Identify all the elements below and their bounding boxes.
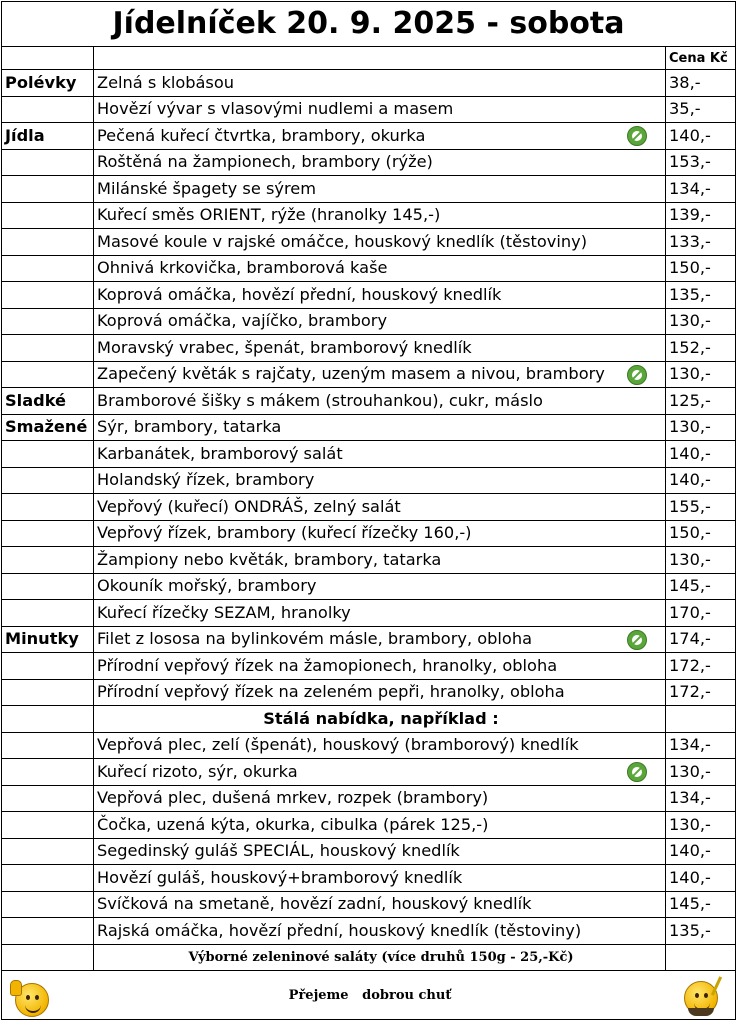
dish-name: Čočka, uzená kýta, okurka, cibulka (párek 125,-) <box>97 814 489 834</box>
footer-row <box>2 971 736 1020</box>
category-cell: Smažené <box>2 414 94 441</box>
dish-cell <box>94 467 666 494</box>
category-cell <box>2 308 94 335</box>
standing-offer-row <box>2 812 736 839</box>
standing-offer-row <box>2 732 736 759</box>
empty-cell <box>666 944 736 971</box>
footer-greeting: Přejeme dobrou chuť <box>2 971 736 1020</box>
menu-row <box>2 679 736 706</box>
category-cell <box>2 838 94 865</box>
dish-cell <box>94 785 666 812</box>
dish-cell <box>94 335 666 362</box>
price-cell: 130,- <box>666 361 736 388</box>
menu-row <box>2 70 736 97</box>
category-cell <box>2 679 94 706</box>
category-cell <box>2 520 94 547</box>
thumbs-up-smiley-icon <box>15 983 49 1017</box>
price-cell: 134,- <box>666 785 736 812</box>
dish-name: Kuřecí směs ORIENT, rýže (hranolky 145,-) <box>97 205 441 225</box>
dish-name: Ohnivá krkovička, bramborová kaše <box>97 258 388 278</box>
category-cell <box>2 785 94 812</box>
menu-row <box>2 653 736 680</box>
menu-row <box>2 96 736 123</box>
category-cell <box>2 361 94 388</box>
category-cell <box>2 229 94 256</box>
price-cell: 139,- <box>666 202 736 229</box>
dish-cell <box>94 255 666 282</box>
standing-offer-row <box>2 891 736 918</box>
price-cell: 145,- <box>666 573 736 600</box>
dish-name: Hovězí vývar s vlasovými nudlemi a masem <box>97 99 454 119</box>
menu-row <box>2 308 736 335</box>
dish-name: Holandský řízek, brambory <box>97 470 315 490</box>
dish-cell <box>94 918 666 945</box>
dish-name: Moravský vrabec, špenát, bramborový knedlík <box>97 337 472 357</box>
dish-cell <box>94 626 666 653</box>
dish-cell <box>94 414 666 441</box>
dish-cell <box>94 520 666 547</box>
category-cell <box>2 653 94 680</box>
category-cell <box>2 759 94 786</box>
price-cell: 140,- <box>666 467 736 494</box>
salads-note: Výborné zeleninové saláty (více druhů 150g - 25,-Kč) <box>94 944 666 971</box>
dish-name: Kuřecí rizoto, sýr, okurka <box>97 761 298 781</box>
gluten-free-icon <box>627 126 647 146</box>
dish-cell <box>94 123 666 150</box>
category-cell: Polévky <box>2 70 94 97</box>
category-cell <box>2 96 94 123</box>
header-empty-cell <box>2 47 94 70</box>
category-cell <box>2 202 94 229</box>
dish-cell <box>94 891 666 918</box>
price-cell: 140,- <box>666 123 736 150</box>
price-cell: 172,- <box>666 653 736 680</box>
category-cell <box>2 918 94 945</box>
dish-name: Zelná s klobásou <box>97 72 235 92</box>
price-cell: 155,- <box>666 494 736 521</box>
category-cell <box>2 494 94 521</box>
dish-cell <box>94 865 666 892</box>
page-title: Jídelníček 20. 9. 2025 - sobota <box>2 2 736 47</box>
dish-name: Pečená kuřecí čtvrtka, brambory, okurka <box>97 125 426 145</box>
category-cell <box>2 255 94 282</box>
dish-name: Vepřový (kuřecí) ONDRÁŠ, zelný salát <box>97 496 401 516</box>
menu-sheet <box>1 1 735 1020</box>
dish-cell <box>94 176 666 203</box>
price-column-header: Cena Kč <box>666 47 736 70</box>
menu-row <box>2 335 736 362</box>
dish-cell <box>94 838 666 865</box>
dish-name: Koprová omáčka, vajíčko, brambory <box>97 311 388 331</box>
standing-offer-row <box>2 865 736 892</box>
category-cell <box>2 335 94 362</box>
price-cell: 38,- <box>666 70 736 97</box>
category-cell <box>2 865 94 892</box>
dish-name: Roštěná na žampionech, brambory (rýže) <box>97 152 433 172</box>
dish-name: Koprová omáčka, hovězí přední, houskový knedlík <box>97 284 502 304</box>
menu-row <box>2 414 736 441</box>
dish-cell <box>94 149 666 176</box>
standing-offer-row <box>2 785 736 812</box>
menu-table <box>1 1 736 1020</box>
category-cell <box>2 282 94 309</box>
menu-row <box>2 388 736 415</box>
price-cell: 125,- <box>666 388 736 415</box>
standing-offer-row <box>2 759 736 786</box>
menu-row <box>2 494 736 521</box>
menu-row <box>2 467 736 494</box>
header-empty-cell <box>94 47 666 70</box>
menu-row <box>2 149 736 176</box>
dish-name: Kuřecí řízečky SEZAM, hranolky <box>97 602 351 622</box>
dish-name: Přírodní vepřový řízek na zeleném pepři, hranolky, obloha <box>97 682 565 702</box>
dish-name: Filet z lososa na bylinkovém másle, brambory, obloha <box>97 629 532 649</box>
dish-name: Okouník mořský, brambory <box>97 576 317 596</box>
dish-cell <box>94 202 666 229</box>
dish-cell <box>94 70 666 97</box>
price-cell: 135,- <box>666 282 736 309</box>
gluten-free-icon <box>627 762 647 782</box>
category-cell <box>2 812 94 839</box>
dish-name: Segedinský guláš SPECIÁL, houskový knedlík <box>97 841 460 861</box>
menu-row <box>2 202 736 229</box>
dish-cell <box>94 282 666 309</box>
dish-cell <box>94 812 666 839</box>
price-cell: 172,- <box>666 679 736 706</box>
dish-cell <box>94 600 666 627</box>
menu-row <box>2 229 736 256</box>
price-cell: 130,- <box>666 812 736 839</box>
menu-row <box>2 626 736 653</box>
category-cell <box>2 600 94 627</box>
dish-cell <box>94 96 666 123</box>
dish-cell <box>94 547 666 574</box>
price-cell: 140,- <box>666 838 736 865</box>
price-cell: 133,- <box>666 229 736 256</box>
price-cell: 130,- <box>666 759 736 786</box>
gluten-free-icon <box>627 365 647 385</box>
empty-cell <box>2 944 94 971</box>
standing-offer-row <box>2 918 736 945</box>
category-cell <box>2 441 94 468</box>
price-cell: 134,- <box>666 732 736 759</box>
dish-name: Rajská omáčka, hovězí přední, houskový knedlík (těstoviny) <box>97 920 582 940</box>
dish-cell <box>94 361 666 388</box>
empty-cell <box>2 706 94 733</box>
dish-cell <box>94 759 666 786</box>
price-cell: 150,- <box>666 255 736 282</box>
price-cell: 130,- <box>666 547 736 574</box>
dish-cell <box>94 308 666 335</box>
dish-name: Sýr, brambory, tatarka <box>97 417 282 437</box>
menu-row <box>2 600 736 627</box>
dish-cell <box>94 229 666 256</box>
dish-name: Přírodní vepřový řízek na žamopionech, hranolky, obloha <box>97 655 558 675</box>
dish-cell <box>94 494 666 521</box>
price-cell: 35,- <box>666 96 736 123</box>
price-cell: 130,- <box>666 414 736 441</box>
menu-row <box>2 520 736 547</box>
standing-offer-header-row <box>2 706 736 733</box>
dish-name: Hovězí guláš, houskový+bramborový knedlík <box>97 867 463 887</box>
price-cell: 140,- <box>666 865 736 892</box>
empty-cell <box>666 706 736 733</box>
dish-name: Žampiony nebo květák, brambory, tatarka <box>97 549 442 569</box>
menu-row <box>2 123 736 150</box>
price-cell: 152,- <box>666 335 736 362</box>
price-cell: 130,- <box>666 308 736 335</box>
dish-cell <box>94 573 666 600</box>
menu-row <box>2 282 736 309</box>
category-cell <box>2 149 94 176</box>
category-cell <box>2 176 94 203</box>
price-cell: 150,- <box>666 520 736 547</box>
price-cell: 174,- <box>666 626 736 653</box>
dish-name: Vepřový řízek, brambory (kuřecí řízečky 160,-) <box>97 523 472 543</box>
category-cell: Jídla <box>2 123 94 150</box>
category-cell <box>2 573 94 600</box>
dish-cell <box>94 388 666 415</box>
price-cell: 140,- <box>666 441 736 468</box>
dish-cell <box>94 653 666 680</box>
dish-name: Svíčková na smetaně, hovězí zadní, houskový knedlík <box>97 894 532 914</box>
dish-name: Bramborové šišky s mákem (strouhankou), cukr, máslo <box>97 390 543 410</box>
menu-row <box>2 573 736 600</box>
category-cell <box>2 732 94 759</box>
dish-name: Milánské špagety se sýrem <box>97 178 316 198</box>
standing-offer-heading: Stálá nabídka, například : <box>94 706 666 733</box>
dish-cell <box>94 679 666 706</box>
dish-name: Karbanátek, bramborový salát <box>97 443 343 463</box>
category-cell: Minutky <box>2 626 94 653</box>
dish-name: Zapečený květák s rajčaty, uzeným masem a nivou, brambory <box>97 364 605 384</box>
eating-smiley-icon <box>684 981 718 1015</box>
menu-row <box>2 547 736 574</box>
dish-name: Vepřová plec, zelí (špenát), houskový (bramborový) knedlík <box>97 735 579 755</box>
menu-row <box>2 255 736 282</box>
dish-name: Vepřová plec, dušená mrkev, rozpek (brambory) <box>97 788 489 808</box>
menu-row <box>2 441 736 468</box>
category-cell <box>2 547 94 574</box>
gluten-free-icon <box>627 630 647 650</box>
price-cell: 153,- <box>666 149 736 176</box>
standing-offer-row <box>2 838 736 865</box>
header-row <box>2 47 736 70</box>
price-cell: 145,- <box>666 891 736 918</box>
dish-name: Masové koule v rajské omáčce, houskový knedlík (těstoviny) <box>97 231 588 251</box>
menu-row <box>2 176 736 203</box>
category-cell <box>2 891 94 918</box>
category-cell <box>2 467 94 494</box>
price-cell: 135,- <box>666 918 736 945</box>
dish-cell <box>94 732 666 759</box>
price-cell: 170,- <box>666 600 736 627</box>
salads-note-row <box>2 944 736 971</box>
category-cell: Sladké <box>2 388 94 415</box>
dish-cell <box>94 441 666 468</box>
price-cell: 134,- <box>666 176 736 203</box>
menu-row <box>2 361 736 388</box>
